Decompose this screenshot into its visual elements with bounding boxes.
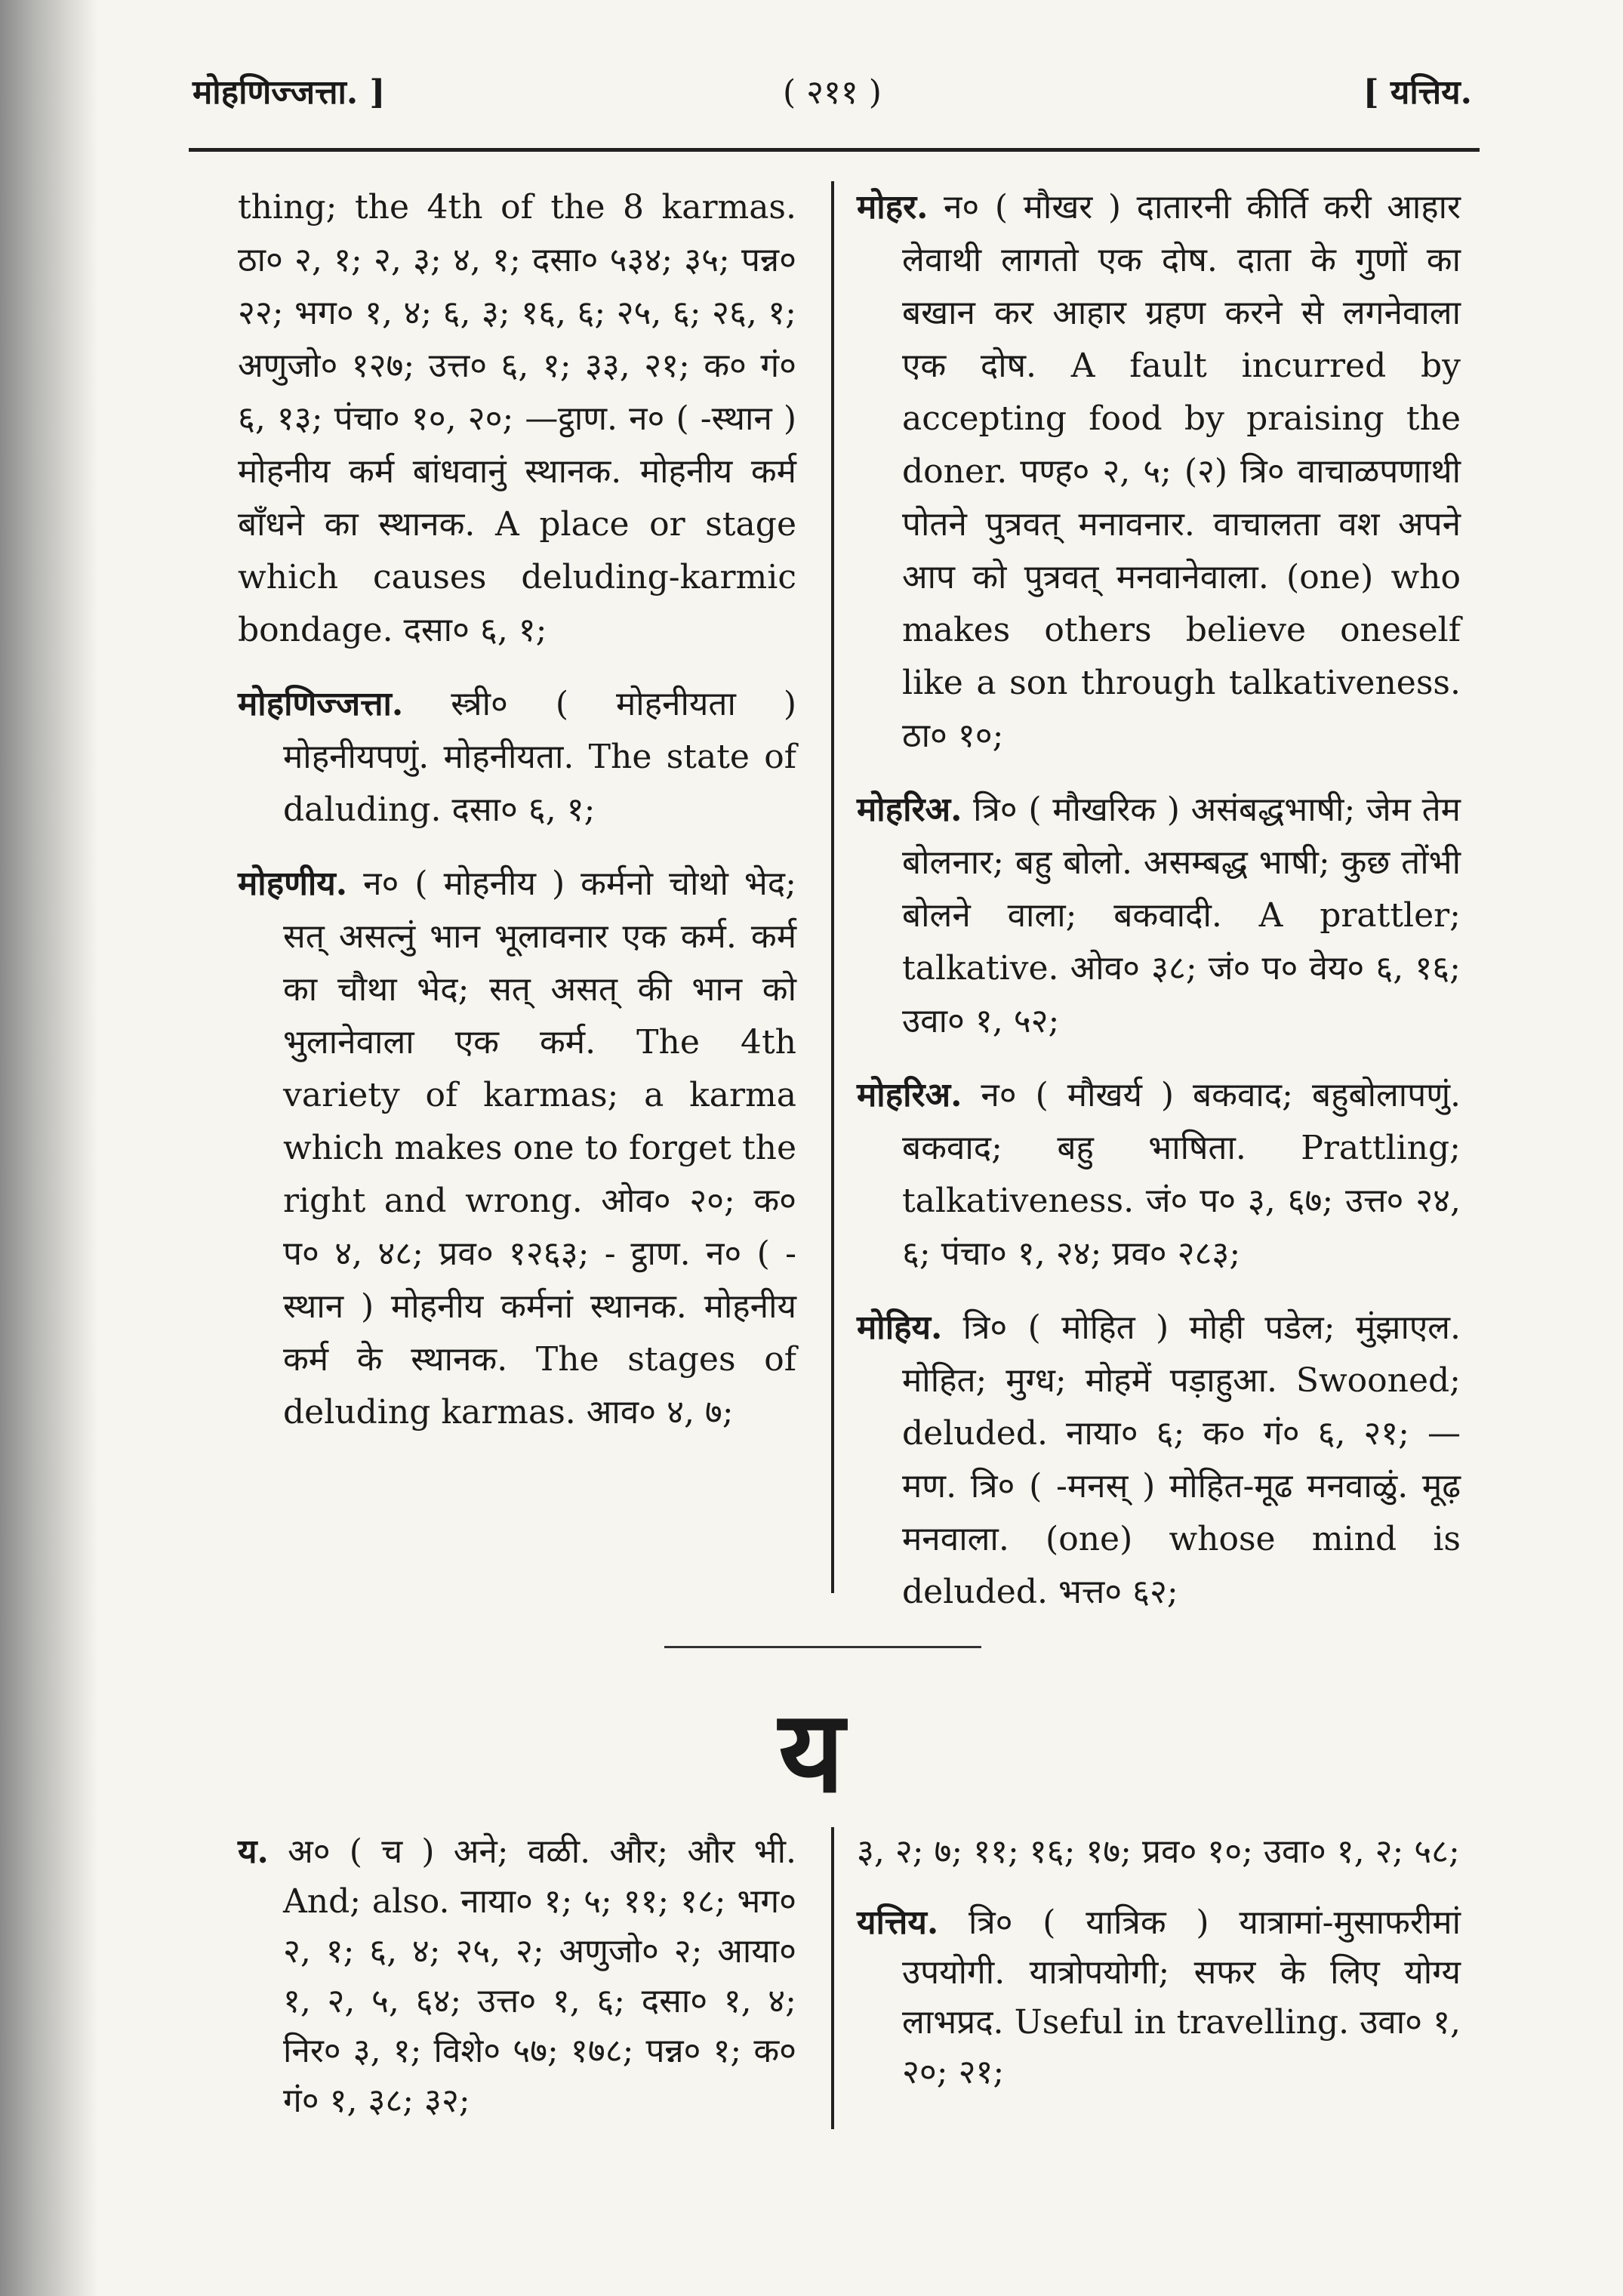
dictionary-entry bbox=[238, 1827, 796, 2126]
dictionary-entry bbox=[857, 1069, 1461, 1281]
entry-body: त्रि० ( मोहित ) मोही पडेल; मुंझाएल. मोहित; मुग्ध; मोहमें पड़ाहुआ. Swooned; deluded. नाया० ६; क० गं० ६, २१; —मण. त्रि० ( -मनस् ) मोहित-मूढ मनवाळुं. मूढ़ मनवाला. (one) whose mind is deluded. भत्त० ६२; bbox=[902, 1308, 1461, 1611]
entry-headword: मोहिय. bbox=[857, 1308, 943, 1347]
dictionary-entry bbox=[857, 1302, 1461, 1619]
header-right-guideword: [ यत्तिय. bbox=[1363, 73, 1472, 112]
column-divider bbox=[831, 1827, 834, 2129]
page-binding-shadow bbox=[0, 0, 98, 2296]
entry-headword: य. bbox=[238, 1832, 269, 1871]
dictionary-entry bbox=[238, 858, 796, 1439]
right-column-lower bbox=[857, 1827, 1461, 2119]
entry-headword: मोहरिअ. bbox=[857, 791, 962, 829]
entry-body: त्रि० ( मौखरिक ) असंबद्धभाषी; जेम तेम बोलनार; बहु बोलो. असम्बद्ध भाषी; कुछ तोंभी बोलने वाला; बकवादी. A prattler; talkative. ओव० ३८; जं० प० वेय० ६, १६; उवा० १, ५२; bbox=[902, 791, 1461, 1040]
entries-lower bbox=[192, 1827, 1461, 2159]
entry-body: न० ( मौखर्य ) बकवाद; बहुबोलापणुं. बकवाद; बहु भाषिता. Prattling; talkativeness. जं० प० ३, ६७; उत्त० २४, ६; पंचा० १, २४; प्रव० २८३; bbox=[902, 1076, 1461, 1273]
dictionary-entry bbox=[857, 784, 1461, 1048]
dictionary-entry bbox=[857, 1898, 1461, 2097]
entry-headword: यत्तिय. bbox=[857, 1903, 939, 1942]
entry-headword: मोहर. bbox=[857, 188, 929, 227]
header-rule bbox=[189, 148, 1480, 152]
dictionary-entry bbox=[857, 181, 1461, 763]
entry-body: त्रि० ( यात्रिक ) यात्रामां-मुसाफरीमां उपयोगी. यात्रोपयोगी; सफर के लिए योग्य लाभप्रद. Useful in travelling. उवा० १, २०; २१; bbox=[902, 1903, 1461, 2091]
entry-headword: मोहणीय. bbox=[238, 864, 348, 903]
dictionary-entry bbox=[238, 181, 796, 657]
section-separator bbox=[664, 1646, 981, 1648]
entry-body: अ० ( च ) अने; वळी. और; और भी. And; also. नाया० १; ५; ११; १८; भग० २, १; ६, ४; २५, २; अणुजो० २; आया० १, २, ५, ६४; उत्त० १, ६; दसा० १, ४; निर० ३, १; विशे० ५७; १७८; पन्न० १; क० गं० १, ३८; ३२; bbox=[283, 1832, 796, 2120]
dictionary-entry bbox=[857, 1827, 1461, 1877]
entry-body: thing; the 4th of the 8 karmas. ठा० २, १; २, ३; ४, १; दसा० ५३४; ३५; पन्न० २२; भग० १, ४; ६, ३; १६, ६; २५, ६; २६, १; अणुजो० १२७; उत्त० ६, १; ३३, २१; क० गं० ६, १३; पंचा० १०, २०; —ट्ठाण. न० ( -स्थान ) मोहनीय कर्म बांधवानुं स्थानक. मोहनीय कर्म बाँधने का स्थानक. A place or stage which causes deluding-karmic bondage. दसा० ६, १; bbox=[238, 188, 796, 649]
entry-headword: मोहरिअ. bbox=[857, 1076, 962, 1114]
right-column bbox=[857, 181, 1461, 1640]
section-letter: य bbox=[778, 1685, 845, 1818]
entries-upper bbox=[192, 181, 1461, 1611]
column-divider bbox=[831, 181, 834, 1593]
entry-body: स्त्री० ( मोहनीयता ) मोहनीयपणुं. मोहनीयता. The state of daluding. दसा० ६, १; bbox=[283, 685, 796, 829]
dictionary-entry bbox=[238, 678, 796, 837]
entry-body: ३, २; ७; ११; १६; १७; प्रव० १०; उवा० १, २; ५८; bbox=[857, 1832, 1460, 1871]
page-number: ( २११ ) bbox=[783, 73, 882, 112]
running-header bbox=[192, 68, 1472, 121]
left-column-lower bbox=[238, 1827, 796, 2147]
entry-headword: मोहणिज्जत्ता. bbox=[238, 685, 404, 723]
left-column bbox=[238, 181, 796, 1460]
header-left-guideword: मोहणिज्जत्ता. ] bbox=[192, 73, 386, 112]
entry-body: न० ( मोहनीय ) कर्मनो चोथो भेद; सत् असत्नुं भान भूलावनार एक कर्म. कर्म का चौथा भेद; सत् असत् की भान को भुलानेवाला एक कर्म. The 4th variety of karmas; a karma which makes one to forget the right and wrong. ओव० २०; क० प० ४, ४८; प्रव० १२६३; - ट्ठाण. न० ( -स्थान ) मोहनीय कर्मनां स्थानक. मोहनीय कर्म के स्थानक. The stages of deluding karmas. आव० ४, ७; bbox=[283, 864, 796, 1432]
entry-body: न० ( मौखर ) दातारनी कीर्ति करी आहार लेवाथी लागतो एक दोष. दाता के गुणों का बखान कर आहार ग्रहण करने से लगनेवाला एक दोष. A fault incurred by accepting food by praising the doner. पण्ह० २, ५; (२) त्रि० वाचाळपणाथी पोतने पुत्रवत् मनावनार. वाचालता वश अपने आप को पुत्रवत् मनवानेवाला. (one) who makes others believe oneself like a son through talkativeness. ठा० १०; bbox=[902, 188, 1461, 755]
